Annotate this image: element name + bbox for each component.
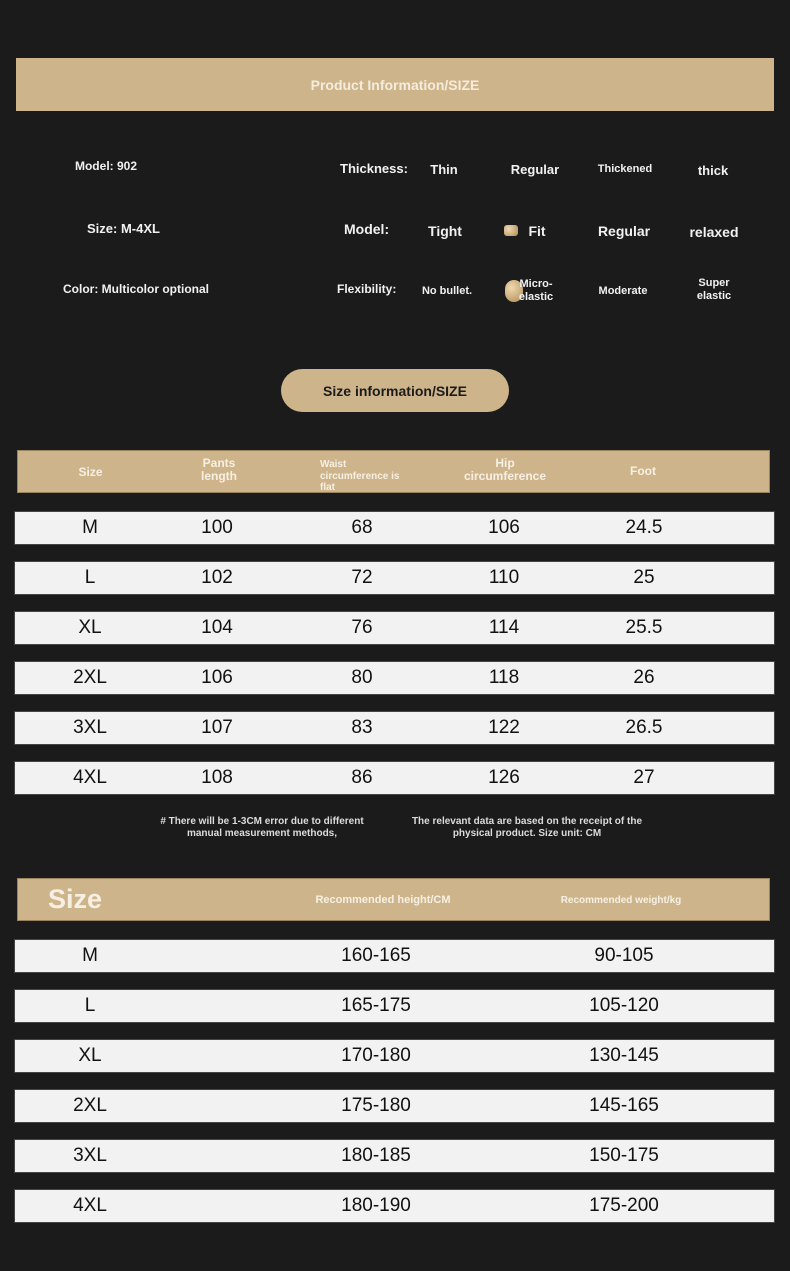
cell-size: 4XL <box>73 767 107 788</box>
cell-size: 2XL <box>73 1095 107 1116</box>
cell-weight: 150-175 <box>589 1145 659 1166</box>
header-size: Size <box>78 465 103 479</box>
table-row <box>14 561 775 595</box>
cell-height: 170-180 <box>341 1045 411 1066</box>
cell-size: 3XL <box>73 717 107 738</box>
cell-height: 180-185 <box>341 1145 411 1166</box>
cell-pants-length: 104 <box>201 617 233 638</box>
cell-waist: 86 <box>351 767 373 788</box>
cell-hip: 122 <box>488 717 520 738</box>
cell-weight: 90-105 <box>594 945 654 966</box>
cell-pants-length: 107 <box>201 717 233 738</box>
measurement-note: # There will be 1-3CM error due to different manual measurement methods, <box>160 816 364 839</box>
cell-height: 160-165 <box>341 945 411 966</box>
header-pants-length: Pants length <box>201 456 237 484</box>
thickness-thin: Thin <box>430 162 458 177</box>
cell-waist: 72 <box>351 567 373 588</box>
model-relaxed: relaxed <box>689 224 739 240</box>
header-height: Recommended height/CM <box>315 894 451 906</box>
header-weight: Recommended weight/kg <box>560 895 682 906</box>
flex-no-bullet: No bullet. <box>421 285 473 297</box>
table-row <box>14 761 775 795</box>
cell-hip: 110 <box>488 567 520 588</box>
cell-size: M <box>82 517 98 538</box>
flexibility-label: Flexibility: <box>337 282 397 296</box>
cell-hip: 106 <box>488 517 520 538</box>
table-row <box>14 661 775 695</box>
rec-table-header <box>17 878 770 921</box>
cell-weight: 145-165 <box>589 1095 659 1116</box>
cell-size: XL <box>78 1045 102 1066</box>
cell-size: M <box>82 945 98 966</box>
cell-hip: 114 <box>488 617 520 638</box>
cell-pants-length: 100 <box>201 517 233 538</box>
table-row <box>14 989 775 1023</box>
size-info-title: Size information/SIZE <box>281 369 509 412</box>
spec-model: Model: 902 <box>74 159 137 173</box>
table-row <box>14 611 775 645</box>
cell-foot: 25 <box>633 567 655 588</box>
table-row <box>14 1089 775 1123</box>
model-tight: Tight <box>428 223 462 239</box>
cell-size: XL <box>78 617 102 638</box>
cell-size: L <box>84 995 96 1016</box>
thickness-thickened: Thickened <box>597 163 653 175</box>
size-table-header <box>17 450 770 493</box>
cell-hip: 118 <box>488 667 520 688</box>
model-label: Model: <box>344 221 390 237</box>
cell-foot: 26 <box>633 667 655 688</box>
table-row <box>14 711 775 745</box>
cell-weight: 130-145 <box>589 1045 659 1066</box>
cell-weight: 175-200 <box>589 1195 659 1216</box>
table-row <box>14 1189 775 1223</box>
cell-foot: 25.5 <box>625 617 663 638</box>
cell-height: 180-190 <box>341 1195 411 1216</box>
thickness-label: Thickness: <box>340 161 408 176</box>
product-info-banner: Product Information/SIZE <box>16 58 774 111</box>
table-row <box>14 939 775 973</box>
cell-waist: 80 <box>351 667 373 688</box>
table-row <box>14 1139 775 1173</box>
spec-size: Size: M-4XL <box>87 221 160 236</box>
cell-height: 165-175 <box>341 995 411 1016</box>
cell-hip: 126 <box>488 767 520 788</box>
flex-micro-elastic: Micro-elastic <box>518 278 554 304</box>
cell-foot: 27 <box>633 767 655 788</box>
header-size: Size <box>48 884 103 914</box>
cell-height: 175-180 <box>341 1095 411 1116</box>
model-regular: Regular <box>597 223 651 239</box>
cell-size: 3XL <box>73 1145 107 1166</box>
cell-waist: 76 <box>351 617 373 638</box>
cell-foot: 24.5 <box>625 517 663 538</box>
cell-waist: 83 <box>351 717 373 738</box>
header-waist: Waist circumference is flat <box>320 459 400 493</box>
cell-weight: 105-120 <box>589 995 659 1016</box>
model-fit: Fit <box>528 223 546 239</box>
cell-foot: 26.5 <box>625 717 663 738</box>
cell-size: 2XL <box>73 667 107 688</box>
cell-pants-length: 106 <box>201 667 233 688</box>
thickness-regular: Regular <box>510 162 560 177</box>
selected-marker-icon <box>504 225 518 236</box>
flex-super-elastic: Super elastic <box>696 277 732 303</box>
cell-size: L <box>84 567 96 588</box>
table-row <box>14 511 775 545</box>
header-hip: Hip circumference <box>463 456 547 484</box>
flex-moderate: Moderate <box>598 285 648 297</box>
unit-note: The relevant data are based on the receipt of the physical product. Size unit: CM <box>411 816 643 839</box>
spec-color: Color: Multicolor optional <box>63 282 209 296</box>
cell-waist: 68 <box>351 517 373 538</box>
cell-pants-length: 102 <box>201 567 233 588</box>
cell-pants-length: 108 <box>201 767 233 788</box>
thickness-thick: thick <box>697 163 729 178</box>
header-foot: Foot <box>630 464 656 478</box>
table-row <box>14 1039 775 1073</box>
cell-size: 4XL <box>73 1195 107 1216</box>
